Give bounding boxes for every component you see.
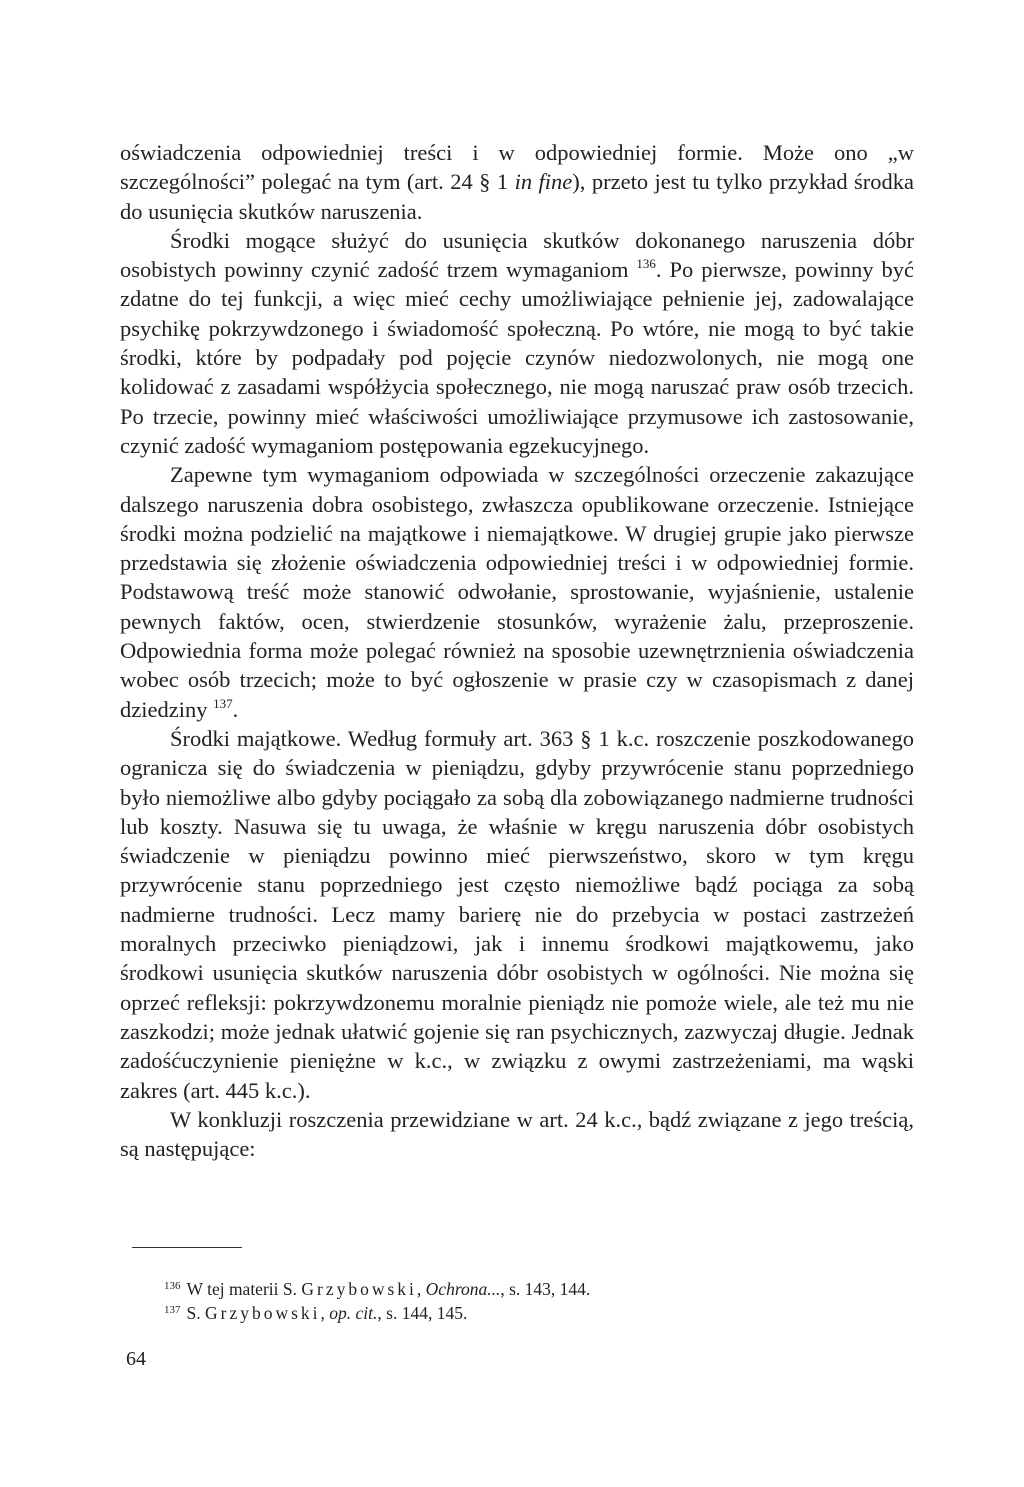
- text-run: , s. 143, 144.: [500, 1279, 591, 1299]
- text-run: Środki mogące służyć do usunięcia skutków dokonanego naruszenia dóbr osobistych powinny czynić zadość trzem wymaganiom: [120, 227, 914, 283]
- footnote-137: [164, 1299, 864, 1324]
- text-run: . Po pierwsze, powinny być zdatne do tej funkcji, a więc mieć cechy umożliwiające pełnienie jej, zadowalające psychikę pokrzywdzonego i świadomość społeczną. Po wtóre, nie mogą to być takie środki, które by podpadały pod pojęcie czynów niedozwolonych, nie mogą one kolidować z zasadami współżycia społecznego, nie mogą naruszać praw osób trzecich. Po trzecie, powinny mieć właściwości umożliwiające przymusowe ich zastosowanie, czynić zadość wymaganiom postępowania egzekucyjnego.: [120, 257, 914, 458]
- text-run: ,: [320, 1303, 330, 1323]
- footnote-separator: [132, 1247, 242, 1248]
- text-run: W tej materii S.: [186, 1279, 302, 1299]
- footnote-number: 137: [164, 1304, 181, 1316]
- paragraph-5: [120, 1105, 914, 1164]
- text-run: Zapewne tym wymaganiom odpowiada w szczególności orzeczenie zakazujące dalszego naruszenia dobra osobistego, zwłaszcza opublikowane orzeczenie. Istniejące środki można podzielić na majątkowe i niemajątkowe. W drugiej grupie jako pierwsze przedstawia się złożenie oświadczenia odpowiedniej treści i w odpowiedniej formie. Podstawową treść może stanowić odwołanie, sprostowanie, wyjaśnienie, ustalenie pewnych faktów, ocen, stwierdzenie stosunków, wyrażenie żalu, przeproszenie. Odpowiednia forma może polegać również na sposobie uzewnętrznienia oświadczenia wobec osób trzecich; może to być ogłoszenie w prasie czy w czasopismach z danej dziedziny: [120, 462, 914, 722]
- paragraph-2: [120, 226, 914, 460]
- text-run: Środki majątkowe. Według formuły art. 363 § 1 k.c. roszczenie poszkodowanego ogranicza się do świadczenia w pieniądzu, gdyby przywrócenie stanu poprzedniego było niemożliwe albo gdyby pociągało za sobą dla zobowiązanego nadmierne trudności lub koszty. Nasuwa się tu uwaga, że właśnie w kręgu naruszenia dóbr osobistych świadczenie w pieniądzu powinno mieć pierwszeństwo, skoro w tym kręgu przywrócenie stanu poprzedniego jest często niemożliwe bądź pociąga za sobą nadmierne trudności. Lecz mamy barierę nie do przebycia w postaci zastrzeżeń moralnych przeciwko pieniądzowi, jak i innemu środkowi majątkowemu, jako środkowi usunięcia skutków naruszenia dóbr osobistych w ogólności. Nie można się oprzeć refleksji: pokrzywdzonemu moralnie pieniądz nie pomoże wiele, ale też mu nie zaszkodzi; może jednak ułatwić gojenie się ran psychicznych, zazwyczaj długie. Jednak zadośćuczynienie pieniężne w k.c., w związku z owymi zastrzeżeniami, ma wąski zakres (art. 445 k.c.).: [120, 725, 914, 1103]
- italic-title: op. cit.: [329, 1303, 378, 1323]
- text-run: ), przeto jest tu tylko przykład środka do usunięcia skutków naruszenia.: [120, 169, 915, 224]
- italic-title: Ochrona...: [425, 1279, 501, 1299]
- page-number: 64: [126, 1348, 146, 1370]
- footnote-ref: 136: [636, 256, 656, 272]
- main-text: [120, 138, 914, 1163]
- paragraph-1: [120, 138, 914, 226]
- text-run: W konkluzji roszczenia przewidziane w art. 24 k.c., bądź związane z jego treścią, są następujące:: [120, 1106, 914, 1162]
- text-run: S.: [186, 1303, 205, 1323]
- text-run: .: [232, 696, 239, 722]
- footnote-number: 136: [164, 1280, 181, 1292]
- footnote-ref: 137: [213, 695, 233, 711]
- italic-run: in fine: [514, 169, 573, 195]
- paragraph-3: [120, 460, 914, 724]
- paragraph-4: [120, 724, 914, 1105]
- text-run: ,: [416, 1279, 426, 1299]
- author-name: Grzybowski: [301, 1279, 417, 1299]
- text-run: , s. 144, 145.: [377, 1303, 468, 1323]
- text-run: oświadczenia odpowiedniej treści i w odpowiedniej formie. Może ono „w szczególności” polegać na tym (art. 24 § 1: [120, 140, 914, 195]
- author-name: Grzybowski: [204, 1303, 321, 1323]
- footnote-136: [164, 1275, 864, 1300]
